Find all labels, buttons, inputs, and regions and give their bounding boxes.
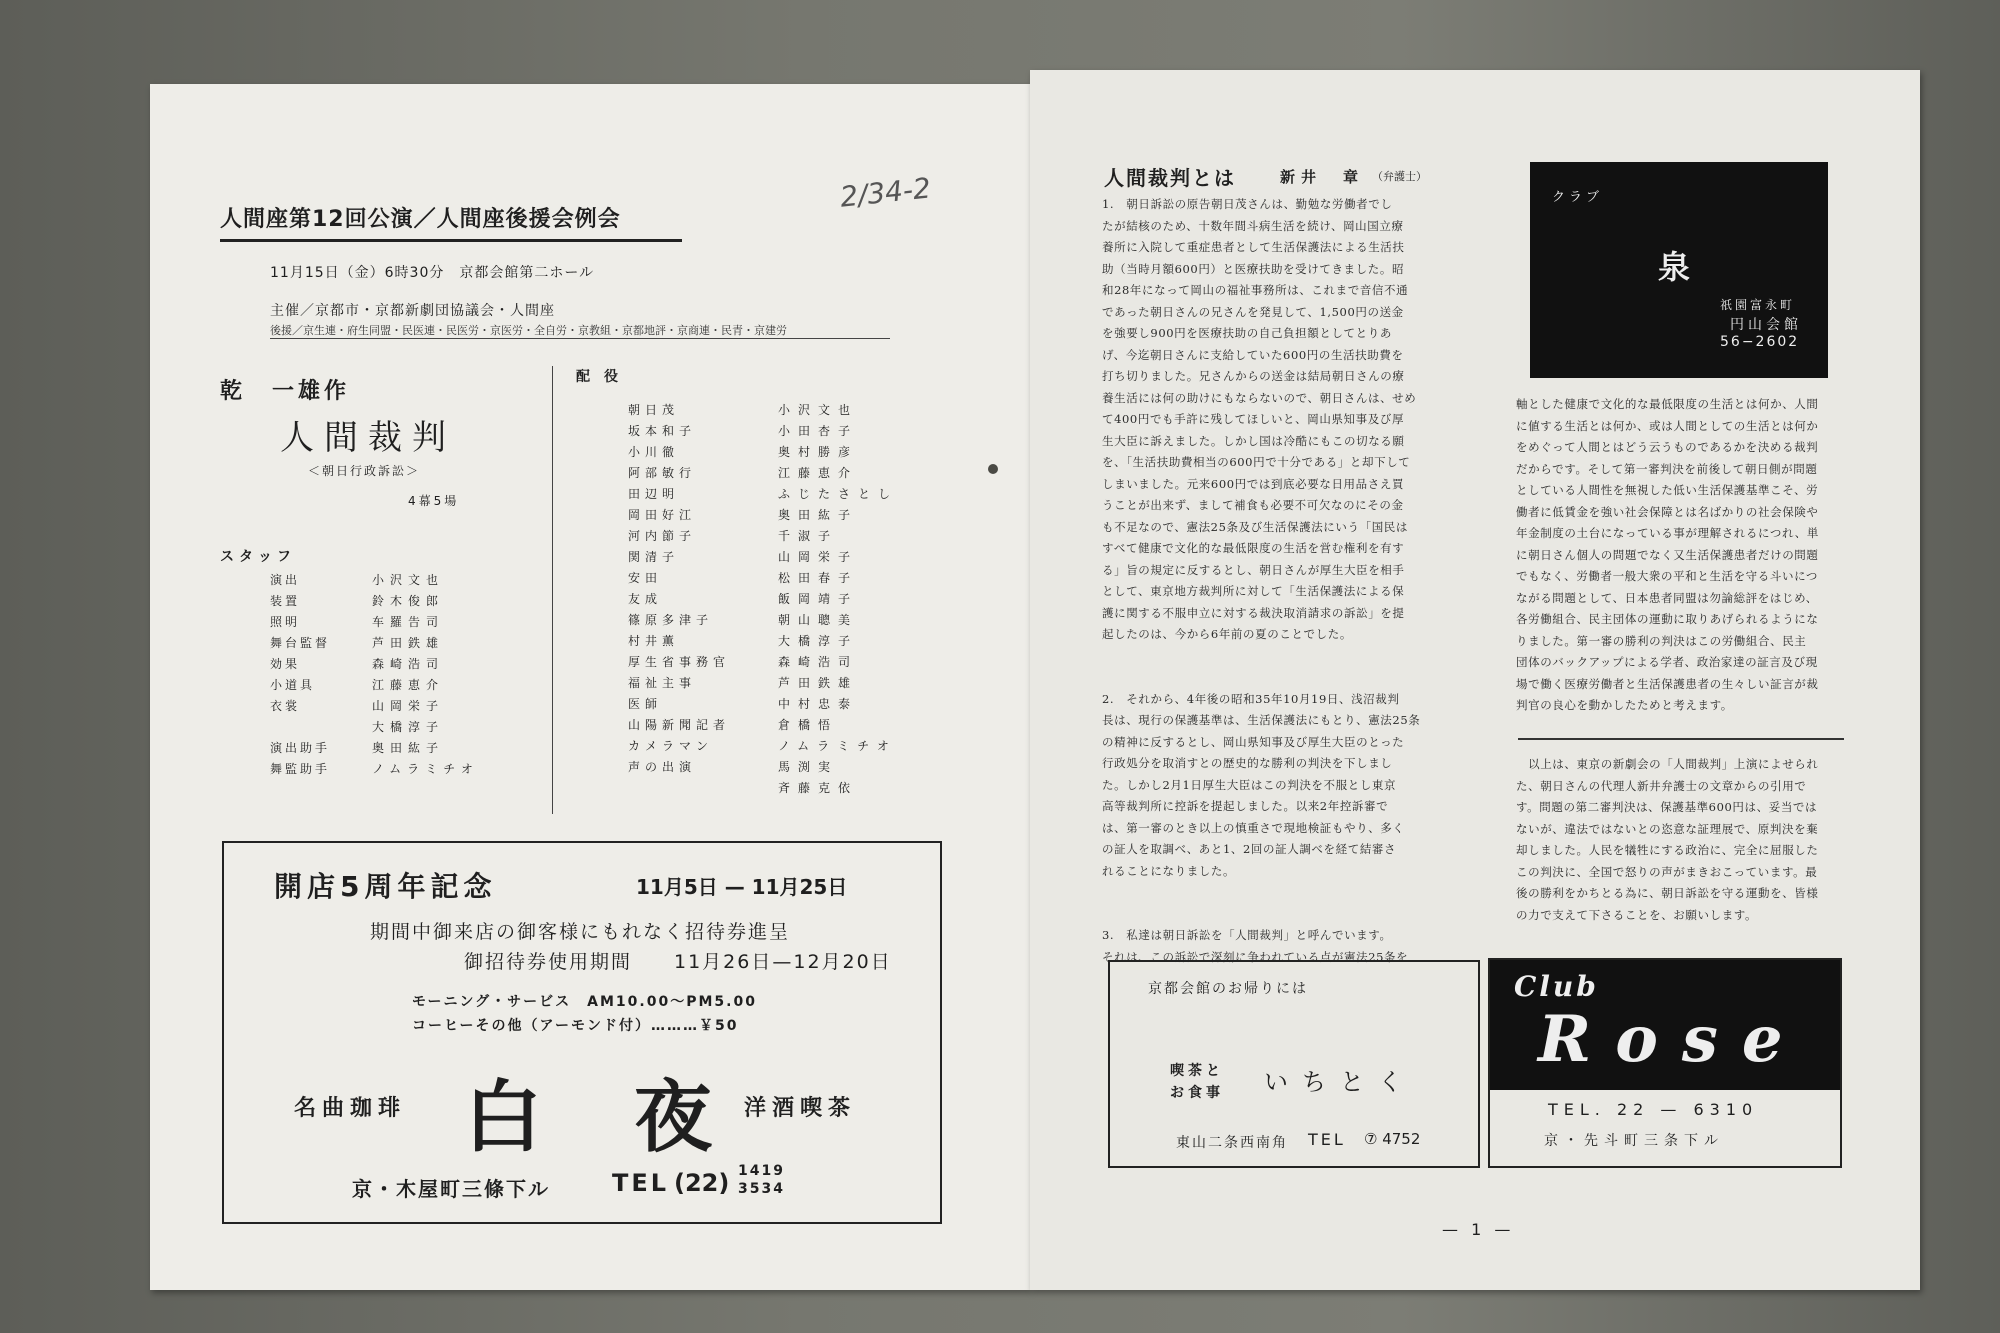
article-column-2: 軸とした健康で文化的な最低限度の生活とは何か、人間 に値する生活とは何か、或は人間としての生活とは何か をめぐって人間とはどう云うものであるかを決める裁判 だからです。そして第一審判決を前後して朝日側が問題 としている人間性を無視した低い生活保護基準こそ、労 働者に低賃金を強い社会保障とは名ばかりの社会保険や 年金制度の土台になっている事が理解されるにつれ、単 に朝日さん個人の問題でなく又生活保護患者だけの問題 でもなく、労働者一般大衆の平和と生活を守る斗いにつ ながる問題として、日本患者同盟は勿論総評をはじめ、 各労働組合、民主団体の運動に取りあげられるようにな りました。第一審の勝利の判決はこの労働組合、民主 団体のバックアップによる学者、政治家達の証言及び現 場で働く医療労働者と生活保護患者の生々しい証言が裁 判官の良心を動かしたためと考えます。 — [1516, 397, 1819, 712]
handwritten-note: 2/34-2 — [838, 171, 933, 214]
roster-name: 山岡栄子 — [372, 699, 445, 713]
roster-row — [628, 547, 908, 568]
roster-row — [628, 610, 908, 631]
roster-name: 江藤恵介 — [372, 678, 445, 692]
roster-name: 奥村勝彦 — [778, 445, 859, 459]
roster-role: 装置 — [270, 594, 301, 608]
rose-tel: TEL. 22 — 6310 — [1548, 1100, 1759, 1119]
roster-name: ノムラミチオ — [778, 739, 897, 753]
roster-name: 芦田鉄雄 — [372, 636, 445, 650]
ad-coffee: コーヒーその他（アーモンド付）………￥50 — [412, 1018, 739, 1034]
supporters: 後援／京生連・府生同盟・民医連・民医労・京医労・全自労・京教組・京都地評・京商連・民青・京建労 — [270, 322, 890, 339]
roster-row — [270, 612, 502, 633]
column-divider — [552, 366, 553, 814]
event-heading: 人間座第12回公演／人間座後援会例会 — [220, 202, 682, 242]
roster-row — [270, 633, 502, 654]
roster-role: 声の出演 — [628, 760, 697, 774]
ad-left-tag: 名曲珈琲 — [294, 1096, 407, 1121]
roster-name: 小田杏子 — [778, 424, 859, 438]
roster-role: 福祉主事 — [628, 676, 697, 690]
roster-name: ふじたさとし — [778, 487, 899, 501]
right-page — [1030, 70, 1920, 1290]
roster-row — [628, 652, 908, 673]
article-author-note: （弁護士） — [1372, 170, 1427, 183]
roster-role: 医師 — [628, 697, 663, 711]
roster-row — [628, 778, 908, 799]
roster-name: 鈴木俊郎 — [372, 594, 445, 608]
rose-ad-banner — [1490, 960, 1840, 1090]
play-title: 人間裁判 — [280, 418, 456, 458]
ichitoku-name: いちとく — [1264, 1068, 1416, 1096]
ad-tel-label: TEL — [612, 1169, 670, 1197]
ad-headline: 開店5周年記念 — [274, 870, 497, 903]
article-author: 新井 章 — [1280, 168, 1365, 186]
roster-name: ノムラミチオ — [372, 762, 479, 776]
cast-heading: 配役 — [576, 369, 632, 385]
roster-row — [628, 421, 908, 442]
ichitoku-ad — [1108, 960, 1480, 1168]
rose-name: Rose — [1538, 1002, 1807, 1077]
rose-ad — [1488, 958, 1842, 1168]
roster-row — [270, 654, 502, 675]
roster-row — [270, 675, 502, 696]
roster-role: 坂本和子 — [628, 424, 697, 438]
roster-name: 芦田鉄雄 — [778, 676, 859, 690]
roster-row — [270, 759, 502, 780]
ad-right-tag: 洋酒喫茶 — [744, 1096, 857, 1121]
article-afterword: 以上は、東京の新劇会の「人間裁判」上演によせられ た、朝日さんの代理人新井弁護士の文章からの引用で す。問題の第二審判決は、保護基準600円は、妥当では ないが、違法ではないとの恣意な証理展で、原判決を棄 却しました。人民を犠牲にする政治に、完全に屈服した この判決に、全国で怒りの声がまきおこっています。最 後の勝利をかちとる為に、朝日訴訟を守る運動を、皆様 の力で支えて下さることを、お願いします。 — [1516, 757, 1819, 922]
ad-tel-2: 3534 — [738, 1181, 785, 1197]
roster-name: 馬渕実 — [778, 760, 839, 774]
roster-role — [270, 717, 372, 738]
staple-hole — [988, 464, 998, 474]
ad-address: 京・木屋町三條下ル — [352, 1177, 550, 1201]
ad-name-2: 夜 — [634, 1072, 713, 1163]
ichitoku-tel-label: TEL — [1308, 1130, 1346, 1149]
roster-role: 舞台監督 — [270, 636, 331, 650]
izumi-addr2: 円山会館 — [1730, 317, 1802, 333]
ad-morning-service: モーニング・サービス AM10.00〜PM5.00 — [412, 994, 757, 1010]
cast-list — [628, 400, 908, 799]
ad-tel-1: 1419 — [738, 1163, 785, 1179]
roster-row — [628, 463, 908, 484]
roster-row — [628, 673, 908, 694]
roster-role: 朝日茂 — [628, 403, 680, 417]
organizers: 主催／京都市・京都新劇団協議会・人間座 — [270, 303, 555, 319]
roster-name: 朝山聰美 — [778, 613, 859, 627]
izumi-tel: 56−2602 — [1720, 334, 1800, 350]
column-rule — [1518, 738, 1844, 740]
roster-row — [628, 589, 908, 610]
ichitoku-address: 東山二条西南角 — [1176, 1135, 1288, 1151]
ichitoku-tag2: お食事 — [1170, 1085, 1224, 1101]
article-title: 人間裁判とは — [1104, 166, 1236, 190]
rose-address: 京・先斗町三条下ル — [1544, 1133, 1724, 1149]
roster-row — [270, 717, 502, 738]
roster-role: 小道具 — [270, 678, 316, 692]
roster-role: 篠原多津子 — [628, 613, 714, 627]
roster-row — [628, 526, 908, 547]
roster-role: 関清子 — [628, 550, 680, 564]
play-author: 乾 一雄作 — [220, 379, 351, 404]
roster-name: 大橋淳子 — [778, 634, 859, 648]
roster-name: 小沢文也 — [778, 403, 859, 417]
roster-role: 田辺明 — [628, 487, 680, 501]
roster-row — [628, 715, 908, 736]
roster-row — [628, 505, 908, 526]
roster-row — [628, 484, 908, 505]
roster-row — [628, 400, 908, 421]
roster-role: 照明 — [270, 615, 301, 629]
roster-role: 岡田好江 — [628, 508, 697, 522]
event-datetime: 11月15日（金）6時30分 京都会館第二ホール — [270, 265, 595, 281]
roster-row — [628, 442, 908, 463]
roster-role: 阿部敏行 — [628, 466, 697, 480]
roster-name: 斉藤克依 — [778, 781, 859, 795]
staff-heading: スタッフ — [220, 549, 296, 565]
izumi-addr1: 祇園富永町 — [1720, 298, 1796, 312]
ad-period: 11月5日 — 11月25日 — [636, 875, 848, 899]
rose-name-prefix: Club — [1514, 970, 1599, 1003]
roster-row — [628, 568, 908, 589]
roster-name: 飯岡靖子 — [778, 592, 859, 606]
page-number: — 1 — — [1442, 1220, 1515, 1239]
izumi-name: 泉 — [1658, 248, 1691, 286]
roster-role: 安田 — [628, 571, 663, 585]
roster-row — [270, 591, 502, 612]
roster-row — [270, 696, 502, 717]
roster-row — [628, 631, 908, 652]
roster-name: 奥田紘子 — [372, 741, 445, 755]
staff-list — [270, 570, 502, 780]
roster-role: 村井薫 — [628, 634, 680, 648]
roster-row — [270, 570, 502, 591]
ad-line2: 御招待券使用期間 11月26日—12月20日 — [464, 951, 892, 973]
roster-role: 衣裳 — [270, 699, 301, 713]
roster-role: カメラマン — [628, 739, 714, 753]
roster-name: 车羅告司 — [372, 615, 445, 629]
ichitoku-tel: ⑦ 4752 — [1364, 1130, 1421, 1148]
roster-name: 小沢文也 — [372, 573, 445, 587]
roster-name: 大橋淳子 — [372, 720, 445, 734]
roster-role — [628, 778, 778, 799]
left-page — [150, 84, 1030, 1290]
roster-role: 河内節子 — [628, 529, 697, 543]
article-column-1: 1. 朝日訴訟の原告朝日茂さんは、勤勉な労働者でし たが結核のため、十数年間斗病生活を続け、岡山国立療 養所に入院して重症患者として生活保護法による生活扶 助（当時月額600円）と医療扶助を受けてきました。昭 和28年になって岡山の福祉事務所は、これまで音信不通 であった朝日さんの兄さんを発見して、1,500円の送金 を強要し900円を医療扶助の自己負担額としてとりあ げ、今迄朝日さんに支給していた600円の生活扶助費を 打ち切りました。兄さんからの送金は結局朝日さんの療 養生活には何の助けにもならないので、朝日さんは、せめ て400円でも手許に残してほしいと、岡山県知事及び厚 生大臣に訴えました。しかし国は冷酷にもこの切なる願 を、「生活扶助費相当の600円で十分である」と却下して しまいました。元来600円では到底必要な日用品さえ買 うことが出来ず、まして補食も必要不可欠なのにその金 も不足なので、憲法25条及び生活保護法にいう「国民は すべて健康で文化的な最低限度の生活を営む権利を有す る」旨の規定に反するとし、朝日さんが厚生大臣を相手 として、東京地方裁判所に対して「生活保護法による保 護に関する不服申立に対する裁決取消請求の訴訟」を提 起したのは、今から6年前の夏のことでした。 2. それから、4年後の昭和35年10月19日、浅沼裁判 長は、現行の保護基準は、生活保護法にもとり、憲法25条 の精神に反するとし、岡山県知事及び厚生大臣のとった 行政処分を取消すとの歴史的な勝利の判決を下しまし た。しかし2月1日厚生大臣はこの判決を不服とし東京 高等裁判所に控訴を提起しました。以来2年控訴審で は、第一審のとき以上の慎重さで現地検証もやり、多く の証人を取調べ、あと1、2回の証人調べを経て結審さ れることになりました。 3. 私達は朝日訴訟を「人間裁判」と呼んでいます。 それは、この訴訟で深刻に争われている点が憲法25条を — [1102, 197, 1421, 964]
roster-name: 森崎浩司 — [372, 657, 445, 671]
ad-tel-area: (22) — [674, 1169, 730, 1197]
roster-role: 効果 — [270, 657, 301, 671]
roster-name: 奥田紘子 — [778, 508, 859, 522]
play-subtitle: ＜朝日行政訴訟＞ — [308, 464, 421, 478]
roster-row — [628, 736, 908, 757]
roster-role: 演出 — [270, 573, 301, 587]
izumi-kicker: クラブ — [1552, 190, 1604, 205]
roster-role: 友成 — [628, 592, 663, 606]
roster-name: 千淑子 — [778, 529, 839, 543]
roster-role: 演出助手 — [270, 741, 331, 755]
izumi-ad — [1530, 162, 1828, 378]
roster-row — [628, 757, 908, 778]
roster-role: 小川徹 — [628, 445, 680, 459]
ichitoku-tag1: 喫茶と — [1170, 1063, 1224, 1079]
ad-line1: 期間中御来店の御客様にもれなく招待券進呈 — [370, 921, 791, 943]
roster-role: 厚生省事務官 — [628, 655, 731, 669]
roster-role: 山陽新聞記者 — [628, 718, 731, 732]
roster-row — [270, 738, 502, 759]
play-acts: 4幕5場 — [408, 494, 460, 508]
roster-name: 森崎浩司 — [778, 655, 859, 669]
byakuya-ad — [222, 841, 942, 1224]
roster-name: 中村忠泰 — [778, 697, 859, 711]
roster-name: 江藤恵介 — [778, 466, 859, 480]
roster-row — [628, 694, 908, 715]
roster-name: 山岡栄子 — [778, 550, 859, 564]
ichitoku-lead: 京都会館のお帰りには — [1148, 981, 1308, 997]
roster-role: 舞監助手 — [270, 762, 331, 776]
roster-name: 倉橋悟 — [778, 718, 839, 732]
ad-name-1: 白 — [464, 1072, 543, 1163]
roster-name: 松田春子 — [778, 571, 859, 585]
